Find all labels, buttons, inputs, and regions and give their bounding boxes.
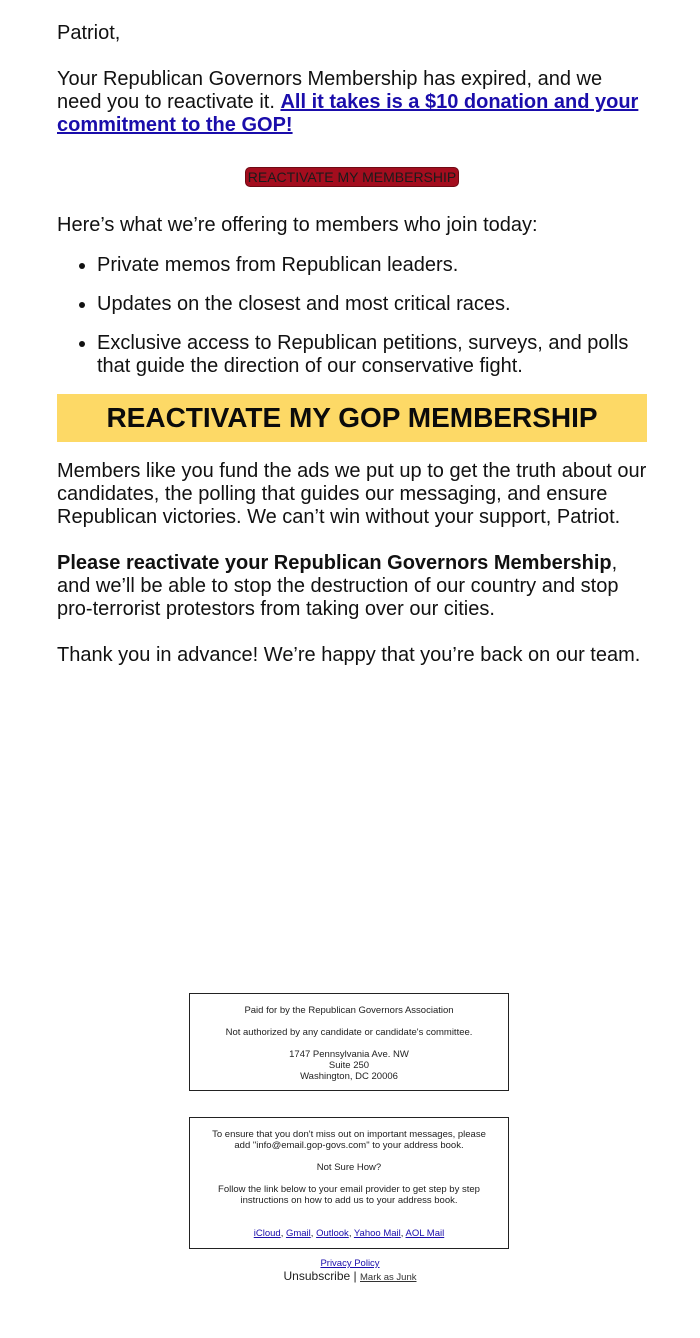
please-bold-text: Please reactivate your Republican Governors Membership <box>57 552 612 574</box>
donation-link[interactable]: All it takes is a $10 donation and your commitment to the GOP! <box>57 91 639 136</box>
follow-text: Follow the link below to your email provider to get step by step instructions on how to add us to your address book. <box>218 1184 480 1206</box>
thanks-paragraph: Thank you in advance! We’re happy that you’re back on our team. <box>57 644 641 666</box>
bottom-links <box>0 1258 700 1285</box>
outlook-link[interactable]: Outlook <box>316 1228 349 1239</box>
members-paragraph: Members like you fund the ads we put up to get the truth about our candidates, the polling that guides our messaging, and ensure Republican victories. We can’t win without your support, Patriot. <box>57 460 647 528</box>
ensure-text: To ensure that you don't miss out on important messages, please add "info@email.gop-govs.com" to your address book. <box>212 1129 486 1151</box>
aol-mail-link[interactable]: AOL Mail <box>405 1228 445 1239</box>
offer-intro: Here’s what we’re offering to members who join today: <box>57 214 538 236</box>
intro-paragraph <box>57 68 647 137</box>
yahoo-mail-link[interactable]: Yahoo Mail <box>353 1228 401 1239</box>
please-rest-text: , and we’ll be able to stop the destruction of our country and stop pro-terrorist protestors from taking over our cities. <box>57 552 619 620</box>
paid-for-text: Paid for by the Republican Governors Association <box>244 1005 454 1016</box>
address-line: 1747 Pennsylvania Ave. NW <box>289 1049 409 1060</box>
mark-as-junk-link[interactable]: Mark as Junk <box>360 1272 417 1283</box>
privacy-policy-link[interactable]: Privacy Policy <box>320 1258 380 1269</box>
address-line: Suite 250 <box>328 1060 370 1071</box>
benefits-list <box>57 254 647 378</box>
not-sure-text: Not Sure How? <box>316 1162 382 1173</box>
gmail-link[interactable]: Gmail <box>285 1228 311 1239</box>
separator: | <box>350 1269 360 1283</box>
list-item: • Exclusive access to Republican petitions, surveys, and polls that guide the direction of our conservative fight. <box>97 332 647 378</box>
email-content <box>57 22 647 690</box>
reactivate-membership-button[interactable]: REACTIVATE MY MEMBERSHIP <box>245 167 459 187</box>
list-item: • Private memos from Republican leaders. <box>97 254 647 277</box>
list-item: • Updates on the closest and most critical races. <box>97 293 647 316</box>
icloud-link[interactable]: iCloud <box>253 1228 281 1239</box>
please-paragraph <box>57 552 647 621</box>
disclaimer-box <box>189 993 509 1091</box>
reactivate-gop-membership-banner[interactable]: REACTIVATE MY GOP MEMBERSHIP <box>57 394 647 442</box>
provider-links: iCloud, Gmail, Outlook, Yahoo Mail, AOL Mail <box>253 1228 445 1239</box>
reactivate-button-row <box>57 165 647 188</box>
intro-text: Your Republican Governors Membership has expired, and we need you to reactivate it. <box>57 68 603 113</box>
unsubscribe-link[interactable]: Unsubscribe <box>283 1269 351 1283</box>
greeting: Patriot, <box>57 22 121 44</box>
address-line: Washington, DC 20006 <box>300 1071 398 1082</box>
not-authorized-text: Not authorized by any candidate or candidate's committee. <box>225 1027 473 1038</box>
address-book-box <box>189 1117 509 1249</box>
